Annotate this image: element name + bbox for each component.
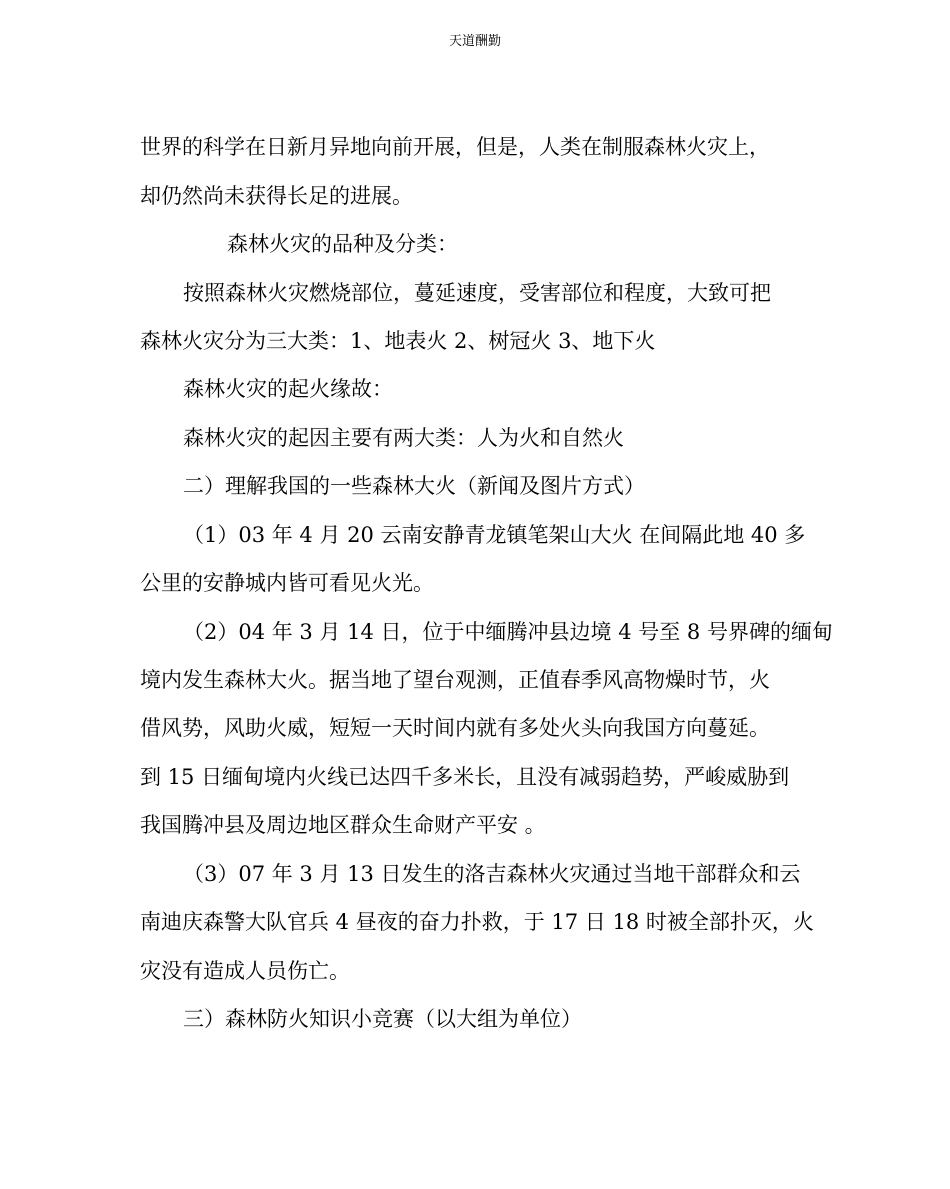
paragraph-line: 南迪庆森警大队官兵 4 昼夜的奋力扑救，于 17 日 18 时被全部扑灭，火 (140, 910, 814, 934)
paragraph-line: （2）04 年 3 月 14 日，位于中缅腾冲县边境 4 号至 8 号界碑的缅甸 (183, 620, 833, 644)
paragraph-line: 却仍然尚未获得长足的进展。 (140, 184, 413, 208)
section-heading: 森林火灾的品种及分类： (227, 232, 458, 256)
paragraph-line: 森林火灾分为三大类：1、地表火 2、树冠火 3、地下火 (140, 329, 656, 353)
section-heading: 二）理解我国的一些森林大火（新闻及图片方式） (183, 474, 645, 498)
section-heading: 三）森林防火知识小竞赛（以大组为单位） (183, 1007, 582, 1031)
paragraph-line: 我国腾冲县及周边地区群众生命财产平安 。 (140, 813, 546, 837)
page-header: 天道酬勤 (448, 34, 501, 49)
paragraph-line: 按照森林火灾燃烧部位，蔓延速度，受害部位和程度，大致可把 (183, 281, 771, 305)
paragraph-line: （1）03 年 4 月 20 云南安静青龙镇笔架山大火 在间隔此地 40 多 (183, 523, 806, 547)
paragraph-line: 到 15 日缅甸境内火线已达四千多米长，且没有减弱趋势，严峻威胁到 (140, 765, 790, 789)
paragraph-line: 森林火灾的起火缘故： (183, 377, 393, 401)
paragraph-line: 公里的安静城内皆可看见火光。 (140, 571, 434, 595)
paragraph-line: 世界的科学在日新月异地向前开展，但是，人类在制服森林火灾上， (140, 135, 770, 159)
paragraph-line: 灾没有造成人员伤亡。 (140, 959, 350, 983)
paragraph-line: 境内发生森林大火。据当地了望台观测，正值春季风高物燥时节，火 (140, 668, 770, 692)
paragraph-line: 森林火灾的起因主要有两大类：人为火和自然火 (183, 426, 624, 450)
paragraph-line: 借风势，风助火威，短短一天时间内就有多处火头向我国方向蔓延。 (140, 716, 770, 740)
paragraph-line: （3）07 年 3 月 13 日发生的洛吉森林火灾通过当地干部群众和云 (183, 862, 801, 886)
